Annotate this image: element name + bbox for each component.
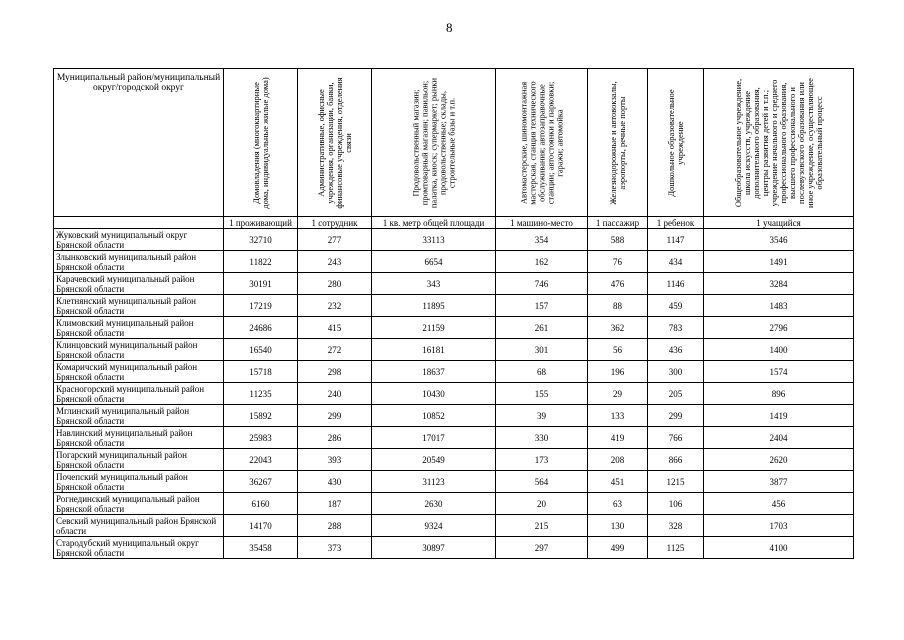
table-row — [54, 273, 854, 295]
value-cell: 20 — [496, 493, 588, 515]
value-cell: 2796 — [704, 317, 854, 339]
unit-cell: 1 проживающий — [224, 217, 298, 229]
page-number: 8 — [446, 20, 453, 35]
value-cell: 766 — [648, 427, 704, 449]
header-column-1: Домовладения (многоквартирные дома, индивидуальные жилые дома) — [224, 69, 298, 217]
header-column-3: Продовольственный магазин; промтоварный магазин; павильон; палатка, киоск; супермаркет; рынки продовольственные; склады, строительные базы и т.п. — [372, 69, 496, 217]
value-cell: 56 — [588, 339, 648, 361]
value-cell: 288 — [298, 515, 372, 537]
value-cell: 3877 — [704, 471, 854, 493]
value-cell: 280 — [298, 273, 372, 295]
municipality-name: Клетнянский муниципальный район Брянской области — [54, 295, 224, 317]
value-cell: 130 — [588, 515, 648, 537]
value-cell: 30191 — [224, 273, 298, 295]
value-cell: 10852 — [372, 405, 496, 427]
value-cell: 88 — [588, 295, 648, 317]
header-municipality: Муниципальный район/муниципальный округ/городской округ — [54, 69, 224, 217]
municipality-name: Навлинский муниципальный район Брянской области — [54, 427, 224, 449]
value-cell: 208 — [588, 449, 648, 471]
value-cell: 157 — [496, 295, 588, 317]
value-cell: 459 — [648, 295, 704, 317]
value-cell: 1147 — [648, 229, 704, 251]
value-cell: 373 — [298, 537, 372, 559]
value-cell: 17017 — [372, 427, 496, 449]
value-cell: 2404 — [704, 427, 854, 449]
table-row — [54, 449, 854, 471]
value-cell: 354 — [496, 229, 588, 251]
value-cell: 783 — [648, 317, 704, 339]
value-cell: 297 — [496, 537, 588, 559]
value-cell: 205 — [648, 383, 704, 405]
table-row — [54, 493, 854, 515]
value-cell: 21159 — [372, 317, 496, 339]
value-cell: 456 — [704, 493, 854, 515]
value-cell: 20549 — [372, 449, 496, 471]
table-row — [54, 361, 854, 383]
value-cell: 300 — [648, 361, 704, 383]
value-cell: 155 — [496, 383, 588, 405]
units-row — [54, 217, 854, 229]
value-cell: 30897 — [372, 537, 496, 559]
municipality-name: Почепский муниципальный район Брянской области — [54, 471, 224, 493]
value-cell: 32710 — [224, 229, 298, 251]
value-cell: 298 — [298, 361, 372, 383]
value-cell: 240 — [298, 383, 372, 405]
value-cell: 434 — [648, 251, 704, 273]
table-row — [54, 537, 854, 559]
value-cell: 301 — [496, 339, 588, 361]
municipality-name: Злынковский муниципальный район Брянской области — [54, 251, 224, 273]
value-cell: 746 — [496, 273, 588, 295]
municipality-name: Мглинский муниципальный район Брянской области — [54, 405, 224, 427]
value-cell: 564 — [496, 471, 588, 493]
municipality-name: Рогнединский муниципальный район Брянской области — [54, 493, 224, 515]
value-cell: 272 — [298, 339, 372, 361]
value-cell: 299 — [648, 405, 704, 427]
value-cell: 6160 — [224, 493, 298, 515]
value-cell: 277 — [298, 229, 372, 251]
value-cell: 15718 — [224, 361, 298, 383]
value-cell: 1491 — [704, 251, 854, 273]
value-cell: 2630 — [372, 493, 496, 515]
value-cell: 451 — [588, 471, 648, 493]
municipality-name: Комаричский муниципальный район Брянской области — [54, 361, 224, 383]
value-cell: 1483 — [704, 295, 854, 317]
value-cell: 133 — [588, 405, 648, 427]
municipality-name: Севский муниципальный район Брянской области — [54, 515, 224, 537]
value-cell: 415 — [298, 317, 372, 339]
value-cell: 393 — [298, 449, 372, 471]
value-cell: 162 — [496, 251, 588, 273]
value-cell: 10430 — [372, 383, 496, 405]
value-cell: 24686 — [224, 317, 298, 339]
value-cell: 106 — [648, 493, 704, 515]
header-column-7: Общеобразовательное учреждение, школа искусств, учреждение дополнительного образования, центры развития детей и т.п.; учреждение начального и среднего профессионального образования, высшего профессионального и послевузовского образования или иное учреждение, осуществляющее образовательный процесс — [704, 69, 854, 217]
municipality-name: Клинцовский муниципальный район Брянской области — [54, 339, 224, 361]
data-table — [53, 68, 854, 559]
value-cell: 196 — [588, 361, 648, 383]
unit-cell: 1 пассажир — [588, 217, 648, 229]
value-cell: 22043 — [224, 449, 298, 471]
value-cell: 187 — [298, 493, 372, 515]
value-cell: 2620 — [704, 449, 854, 471]
value-cell: 343 — [372, 273, 496, 295]
value-cell: 215 — [496, 515, 588, 537]
value-cell: 328 — [648, 515, 704, 537]
value-cell: 261 — [496, 317, 588, 339]
table-row — [54, 405, 854, 427]
header-row — [54, 69, 854, 217]
unit-cell: 1 учащийся — [704, 217, 854, 229]
value-cell: 33113 — [372, 229, 496, 251]
value-cell: 4100 — [704, 537, 854, 559]
value-cell: 14170 — [224, 515, 298, 537]
unit-cell: 1 машино-место — [496, 217, 588, 229]
unit-cell: 1 ребенок — [648, 217, 704, 229]
header-column-5: Железнодорожные и автовокзалы, аэропорты, речные порты — [588, 69, 648, 217]
value-cell: 9324 — [372, 515, 496, 537]
value-cell: 76 — [588, 251, 648, 273]
header-column-6: Дошкольное образовательное учреждение — [648, 69, 704, 217]
value-cell: 1146 — [648, 273, 704, 295]
value-cell: 1215 — [648, 471, 704, 493]
value-cell: 1574 — [704, 361, 854, 383]
value-cell: 1400 — [704, 339, 854, 361]
value-cell: 430 — [298, 471, 372, 493]
value-cell: 17219 — [224, 295, 298, 317]
unit-cell: 1 сотрудник — [298, 217, 372, 229]
municipality-name: Карачевский муниципальный район Брянской области — [54, 273, 224, 295]
table-row — [54, 295, 854, 317]
value-cell: 896 — [704, 383, 854, 405]
value-cell: 15892 — [224, 405, 298, 427]
value-cell: 36267 — [224, 471, 298, 493]
value-cell: 6654 — [372, 251, 496, 273]
table-body — [54, 229, 854, 559]
value-cell: 25983 — [224, 427, 298, 449]
value-cell: 11235 — [224, 383, 298, 405]
header-column-4: Автомастерские, шиномонтажная мастерская, станция технического обслуживания; автозаправочные станции; автостоянки и парковки; гаражи; автомойка — [496, 69, 588, 217]
value-cell: 499 — [588, 537, 648, 559]
value-cell: 1703 — [704, 515, 854, 537]
value-cell: 436 — [648, 339, 704, 361]
value-cell: 68 — [496, 361, 588, 383]
value-cell: 1419 — [704, 405, 854, 427]
value-cell: 29 — [588, 383, 648, 405]
value-cell: 11895 — [372, 295, 496, 317]
table-row — [54, 383, 854, 405]
value-cell: 11822 — [224, 251, 298, 273]
municipality-name: Погарский муниципальный район Брянской области — [54, 449, 224, 471]
value-cell: 63 — [588, 493, 648, 515]
value-cell: 16181 — [372, 339, 496, 361]
value-cell: 3284 — [704, 273, 854, 295]
municipality-name: Красногорский муниципальный район Брянской области — [54, 383, 224, 405]
value-cell: 330 — [496, 427, 588, 449]
value-cell: 588 — [588, 229, 648, 251]
value-cell: 16540 — [224, 339, 298, 361]
unit-cell: 1 кв. метр общей площади — [372, 217, 496, 229]
table-row — [54, 339, 854, 361]
value-cell: 18637 — [372, 361, 496, 383]
value-cell: 39 — [496, 405, 588, 427]
table-row — [54, 251, 854, 273]
table-row — [54, 229, 854, 251]
municipality-name: Стародубский муниципальный округ Брянской области — [54, 537, 224, 559]
value-cell: 286 — [298, 427, 372, 449]
value-cell: 419 — [588, 427, 648, 449]
value-cell: 299 — [298, 405, 372, 427]
units-empty-cell — [54, 217, 224, 229]
municipality-name: Жуковский муниципальный округ Брянской области — [54, 229, 224, 251]
value-cell: 173 — [496, 449, 588, 471]
value-cell: 3546 — [704, 229, 854, 251]
value-cell: 243 — [298, 251, 372, 273]
table-row — [54, 515, 854, 537]
value-cell: 31123 — [372, 471, 496, 493]
value-cell: 1125 — [648, 537, 704, 559]
table-row — [54, 471, 854, 493]
table-row — [54, 317, 854, 339]
value-cell: 35458 — [224, 537, 298, 559]
value-cell: 476 — [588, 273, 648, 295]
value-cell: 866 — [648, 449, 704, 471]
municipality-name: Климовский муниципальный район Брянской области — [54, 317, 224, 339]
table-row — [54, 427, 854, 449]
value-cell: 232 — [298, 295, 372, 317]
header-column-2: Административные, офисные учреждения, организации, банки, финансовые учреждения, отделения связи — [298, 69, 372, 217]
value-cell: 362 — [588, 317, 648, 339]
